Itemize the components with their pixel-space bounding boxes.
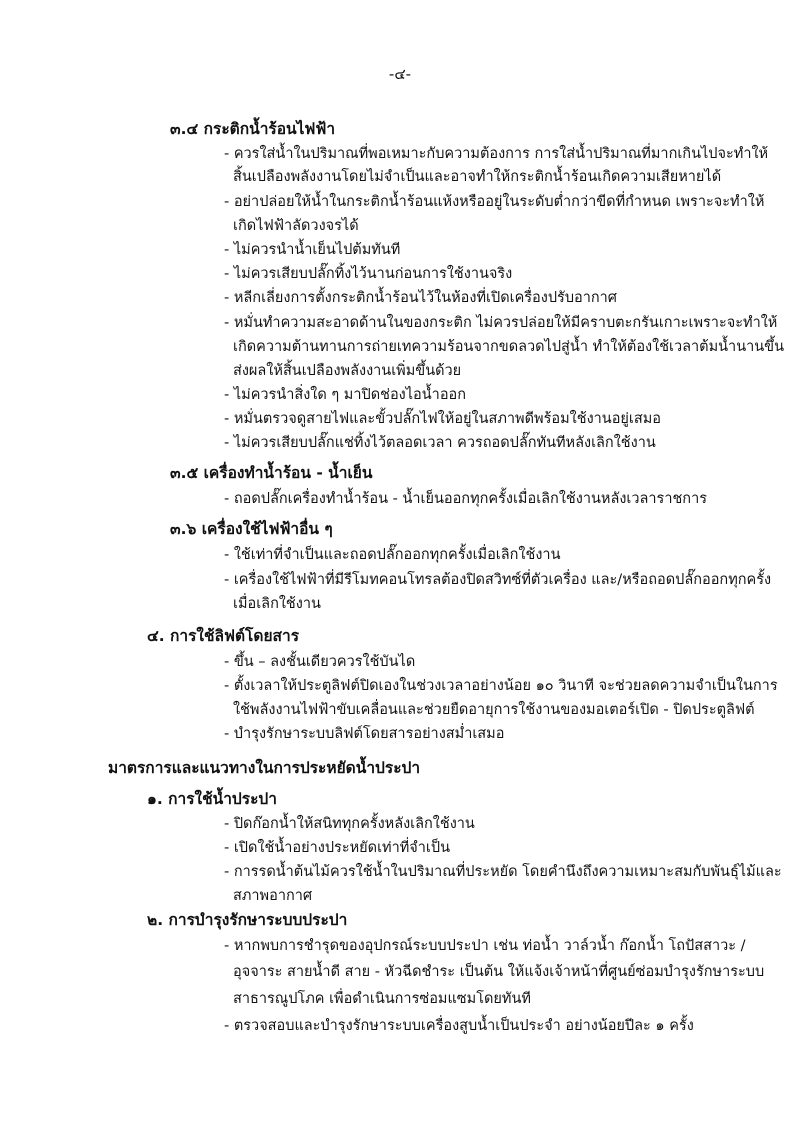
bullet-line: - ตรวจสอบและบำรุงรักษาระบบเครื่องสูบน้ำเป็นประจำ อย่างน้อยปีละ ๑ ครั้ง <box>224 1018 694 1034</box>
bullet-line: - หลีกเลี่ยงการตั้งกระติกน้ำร้อนไว้ในห้องที่เปิดเครื่องปรับอากาศ <box>224 290 618 306</box>
bullet-continuation: สาธารณูปโภค เพื่อดำเนินการซ่อมแซมโดยทันที <box>233 991 531 1007</box>
bullet-line: - ไม่ควรนำสิ่งใด ๆ มาปิดช่องไอน้ำออก <box>224 387 467 403</box>
bullet-line: - เปิดใช้น้ำอย่างประหยัดเท่าที่จำเป็น <box>224 840 450 856</box>
bullet-continuation: สภาพอากาศ <box>233 888 313 904</box>
section-heading-water-2: ๒. การบำรุงรักษาระบบประปา <box>147 911 348 929</box>
bullet-line: - อย่าปล่อยให้น้ำในกระติกน้ำร้อนแห้งหรืออยู่ในระดับต่ำกว่าขีดที่กำหนด เพราะจะทำให้ <box>224 194 765 210</box>
section-heading-4: ๔. การใช้ลิฟต์โดยสาร <box>147 627 300 645</box>
bullet-continuation: เกิดไฟฟ้าลัดวงจรได้ <box>233 218 359 234</box>
bullet-line: - หากพบการชำรุดของอุปกรณ์ระบบประปา เช่น ท่อน้ำ วาล์วน้ำ ก๊อกน้ำ โถปัสสาวะ / <box>224 938 746 954</box>
bullet-line: - บำรุงรักษาระบบลิฟต์โดยสารอย่างสม่ำเสมอ <box>224 726 505 742</box>
bullet-line: - ขึ้น – ลงชั้นเดียวควรใช้บันได <box>224 654 416 670</box>
bullet-line: - เครื่องใช้ไฟฟ้าที่มีรีโมทคอนโทรลต้องปิดสวิทซ์ที่ตัวเครื่อง และ/หรือถอดปลั๊กออกทุกครั้ง <box>224 572 772 588</box>
bullet-line: - ควรใส่น้ำในปริมาณที่พอเหมาะกับความต้องการ การใส่น้ำปริมาณที่มากเกินไปจะทำให้ <box>224 146 769 162</box>
bullet-line: - หมั่นตรวจดูสายไฟและขั้วปลั๊กไฟให้อยู่ในสภาพดีพร้อมใช้งานอยู่เสมอ <box>224 411 661 427</box>
section-heading-3-6: ๓.๖ เครื่องใช้ไฟฟ้าอื่น ๆ <box>170 520 333 538</box>
bullet-continuation: ใช้พลังงานไฟฟ้าขับเคลื่อนและช่วยยืดอายุการใช้งานของมอเตอร์เปิด - ปิดประตูลิฟต์ <box>233 702 755 718</box>
bullet-line: - การรดน้ำต้นไม้ควรใช้น้ำในปริมาณที่ประหยัด โดยคำนึงถึงความเหมาะสมกับพันธุ์ไม้และ <box>224 864 782 880</box>
bullet-continuation: เมื่อเลิกใช้งาน <box>233 596 321 612</box>
bullet-line: - ปิดก๊อกน้ำให้สนิททุกครั้งหลังเลิกใช้งาน <box>224 816 475 832</box>
bullet-line: - ใช้เท่าที่จำเป็นและถอดปลั๊กออกทุกครั้งเมื่อเลิกใช้งาน <box>224 547 561 563</box>
bullet-line: - ถอดปลั๊กเครื่องทำน้ำร้อน - น้ำเย็นออกทุกครั้งเมื่อเลิกใช้งานหลังเวลาราชการ <box>224 491 708 507</box>
bullet-line: - ไม่ควรนำน้ำเย็นไปต้มทันที <box>224 242 401 258</box>
water-measures-title: มาตรการและแนวทางในการประหยัดน้ำประปา <box>108 759 421 777</box>
page-number: -๔- <box>388 65 412 83</box>
section-heading-3-5: ๓.๕ เครื่องทำน้ำร้อน - น้ำเย็น <box>170 464 373 482</box>
bullet-continuation: เกิดความต้านทานการถ่ายเทความร้อนจากขดลวดไปสู่น้ำ ทำให้ต้องใช้เวลาต้มน้ำนานขึ้น <box>233 339 784 355</box>
section-heading-3-4: ๓.๔ กระติกน้ำร้อนไฟฟ้า <box>170 120 336 138</box>
bullet-line: - ไม่ควรเสียบปลั๊กทิ้งไว้นานก่อนการใช้งานจริง <box>224 266 513 282</box>
bullet-line: - ไม่ควรเสียบปลั๊กแช่ทิ้งไว้ตลอดเวลา ควรถอดปลั๊กทันทีหลังเลิกใช้งาน <box>224 435 656 451</box>
bullet-line: - หมั่นทำความสะอาดด้านในของกระติก ไม่ควรปล่อยให้มีคราบตะกรันเกาะเพราะจะทำให้ <box>224 315 778 331</box>
bullet-continuation: สิ้นเปลืองพลังงานโดยไม่จำเป็นและอาจทำให้กระติกน้ำร้อนเกิดความเสียหายได้ <box>233 169 722 185</box>
bullet-continuation: ส่งผลให้สิ้นเปลืองพลังงานเพิ่มขึ้นด้วย <box>233 363 462 379</box>
section-heading-water-1: ๑. การใช้น้ำประปา <box>147 790 277 808</box>
bullet-line: - ตั้งเวลาให้ประตูลิฟต์ปิดเองในช่วงเวลาอย่างน้อย ๑๐ วินาที จะช่วยลดความจำเป็นในการ <box>224 678 778 694</box>
bullet-continuation: อุจจาระ สายน้ำดี สาย - หัวฉีดชำระ เป็นต้น ให้แจ้งเจ้าหน้าที่ศูนย์ซ่อมบำรุงรักษาระบบ <box>233 964 765 980</box>
